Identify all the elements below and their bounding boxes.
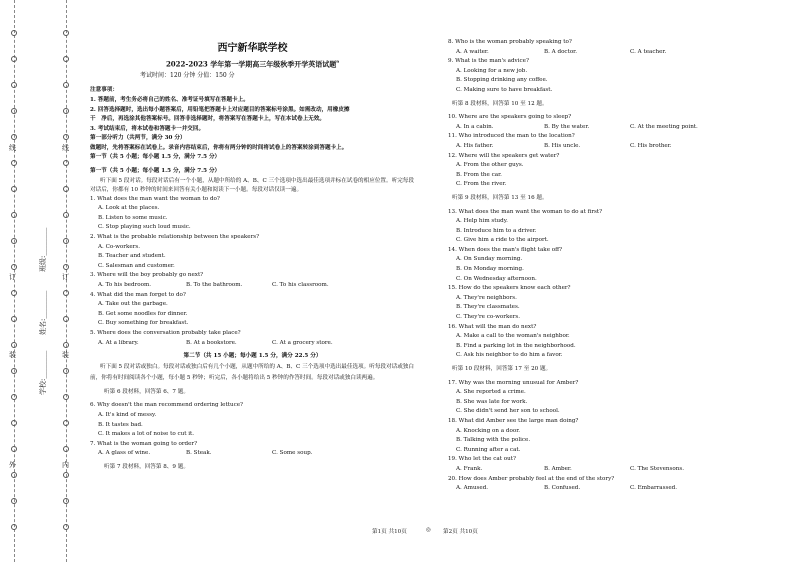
- name-blank[interactable]: ________: [39, 290, 47, 319]
- listen-7: 听第 7 段材料，回答第 8、9 题。: [104, 463, 189, 470]
- answer-option[interactable]: A. She reported a crime.: [456, 389, 526, 396]
- binding-circle: [11, 472, 17, 478]
- note-3: 3. 考试结束后，将本试卷和答题卡一并交回。: [90, 125, 205, 132]
- question-stem: 9. What is the man's advice?: [448, 58, 529, 65]
- binding-circle: [63, 108, 69, 114]
- binding-circle: [63, 394, 69, 400]
- binding-circle: [11, 108, 17, 114]
- cut-label-inner: 内: [62, 461, 69, 469]
- answer-option[interactable]: B. Steak.: [186, 450, 212, 457]
- note-2-cont: 干 净后，再选涂其他答案标号。回答非选择题时，将答案写在答题卡上，写在本试卷上无效。: [90, 116, 325, 123]
- answer-option[interactable]: A. His father.: [456, 142, 494, 149]
- answer-option[interactable]: C. At the meeting point.: [630, 123, 698, 130]
- binding-circle: [11, 134, 17, 140]
- answer-option[interactable]: B. Teacher and student.: [98, 253, 166, 260]
- binding-circle: [11, 238, 17, 244]
- option-row: [90, 339, 415, 349]
- left-page: [90, 38, 415, 473]
- class-label: 班级:: [39, 255, 47, 272]
- question-stem: 16. What will the man do next?: [448, 323, 537, 330]
- binding-circle: [63, 160, 69, 166]
- binding-circle: [11, 524, 17, 530]
- binding-circle: [63, 264, 69, 270]
- question-stem: 14. When does the man's flight take off?: [448, 246, 563, 253]
- answer-option[interactable]: A. Co-workers.: [98, 243, 140, 250]
- binding-circle: [63, 524, 69, 530]
- answer-option[interactable]: C. It makes a lot of noise to cut it.: [98, 431, 195, 438]
- school-label: 学校:: [39, 378, 47, 395]
- answer-option[interactable]: B. Find a parking lot in the neighborhood.: [456, 342, 576, 349]
- cut-label-order-inner: 订: [62, 273, 69, 281]
- answer-option[interactable]: C. Give him a ride to the airport.: [456, 237, 549, 244]
- school-name: 西宁新华联学校: [217, 43, 288, 54]
- answer-option[interactable]: C. She didn't send her son to school.: [456, 408, 560, 415]
- answer-option[interactable]: B. By the water.: [544, 123, 590, 130]
- question-stem: 8. Who is the woman probably speaking to?: [448, 39, 572, 45]
- question-stem: 10. Where are the speakers going to sleep?: [448, 114, 572, 121]
- answer-option[interactable]: B. Amber.: [544, 465, 572, 472]
- exam-title-sup: 9: [336, 59, 340, 64]
- binding-circle: [63, 342, 69, 348]
- answer-option[interactable]: C. From the river.: [456, 181, 507, 188]
- binding-circle: [11, 160, 17, 166]
- answer-option[interactable]: C. Running after a cat.: [456, 446, 521, 453]
- answer-option[interactable]: A. On Sunday morning.: [456, 256, 523, 263]
- time-line: 考试时间：120 分钟 分值：150 分: [140, 72, 235, 80]
- answer-option[interactable]: C. Making sure to have breakfast.: [456, 86, 553, 93]
- cut-label-bind-inner: 装: [62, 351, 69, 359]
- cut-label-line-inner: 线: [62, 144, 69, 152]
- questions-6-7: [90, 401, 415, 459]
- answer-option[interactable]: C. Embarrassed.: [630, 485, 678, 492]
- answer-option[interactable]: B. Listen to some music.: [98, 214, 168, 221]
- question-stem: 20. How does Amber probably feel at the end of the story?: [448, 475, 615, 482]
- binding-circle: [63, 82, 69, 88]
- answer-option[interactable]: A. At a library.: [98, 339, 139, 346]
- answer-option[interactable]: A. Help him study.: [456, 218, 508, 225]
- part1-heading: 第一部分听力（共两节，满分 30 分）: [90, 135, 186, 142]
- answer-option[interactable]: B. Introduce him to a driver.: [456, 227, 537, 234]
- answer-option[interactable]: B. At a bookstore.: [186, 339, 237, 346]
- binding-circle: [11, 394, 17, 400]
- binding-circle: [63, 212, 69, 218]
- question-stem: 15. How do the speakers know each other?: [448, 285, 571, 292]
- sec2-heading: 第二节（共 15 小题；每小题 1.5 分，满分 22.5 分）: [183, 353, 322, 360]
- answer-option[interactable]: C. Ask his neighbor to do him a favor.: [456, 352, 563, 359]
- exam-title-text: 2022-2023 学年第一学期高三年级秋季开学英语试题: [165, 59, 337, 69]
- binding-circle: [11, 56, 17, 62]
- name-field: [38, 291, 48, 335]
- questions-17-20: [448, 379, 778, 494]
- binding-circle: [63, 56, 69, 62]
- answer-option[interactable]: C. The Stevensons.: [630, 465, 685, 472]
- option-row: [448, 484, 778, 494]
- binding-circle: [63, 134, 69, 140]
- question-stem: 1. What does the man want the woman to do?: [90, 195, 220, 202]
- answer-option[interactable]: B. From the car.: [456, 171, 502, 178]
- binding-circle: [11, 368, 17, 374]
- sec1-instructions: 听下面 5 段对话。每段对话后有一个小题，从题中所给的 A、B、C 三个选项中选出最佳选项并标在试卷的相应位置。听完每段对话后，你都有 10 秒钟的时间来回答有关小题和阅读下一小题。每段对话仅读一遍。: [90, 177, 414, 193]
- part1-intro: 做题时，先将答案标在试卷上。录音内容结束后，你将有两分钟的时间将试卷上的答案转涂到答题卡上。: [90, 144, 348, 151]
- question-stem: 3. Where will the boy probably go next?: [90, 272, 204, 279]
- answer-option[interactable]: A. Take out the garbage.: [98, 301, 168, 308]
- answer-option[interactable]: A. To his bedroom.: [98, 282, 152, 289]
- question-stem: 2. What is the probable relationship between the speakers?: [90, 234, 260, 241]
- note-1: 1. 答题前，考生务必将自己的姓名、准考证号填写在答题卡上。: [90, 96, 249, 103]
- cut-label-order: 订: [9, 273, 16, 281]
- answer-option[interactable]: B. A doctor.: [544, 48, 578, 55]
- listen-6: 听第 6 段材料，回答第 6、7 题。: [104, 388, 189, 395]
- footer-page-right: 第2页 共10页: [443, 529, 478, 535]
- questions-10-12: [448, 113, 778, 190]
- answer-option[interactable]: A. Looking for a new job.: [456, 67, 528, 74]
- question-stem: 11. Who introduced the man to the location?: [448, 133, 575, 140]
- answer-option[interactable]: A. A glass of wine.: [98, 450, 151, 457]
- binding-circle: [63, 290, 69, 296]
- note-2: 2. 回答选择题时，选出每小题答案后，用铅笔把答题卡上对应题目的答案标号涂黑。如需改动，用橡皮擦: [90, 106, 350, 113]
- answer-option[interactable]: C. A teacher.: [630, 48, 667, 55]
- answer-option[interactable]: C. They're co-workers.: [456, 314, 520, 321]
- answer-option[interactable]: B. It tastes bad.: [98, 421, 143, 428]
- listen-10: 听第 10 段材料，回答第 17 至 20 题。: [452, 366, 552, 372]
- question-stem: 18. What did Amber see the large man doing?: [448, 417, 579, 424]
- binding-circle: [11, 342, 17, 348]
- answer-option[interactable]: C. At a grocery store.: [272, 339, 333, 346]
- binding-circle: [11, 290, 17, 296]
- answer-option[interactable]: A. Frank.: [456, 465, 483, 472]
- binding-circle: [63, 368, 69, 374]
- school-field: [38, 351, 48, 395]
- binding-circle: [63, 186, 69, 192]
- binding-circle: [11, 82, 17, 88]
- binding-circle: [11, 212, 17, 218]
- binding-circle: [11, 30, 17, 36]
- binding-circle: [63, 472, 69, 478]
- sec2-instructions: 听下面 5 段对话或独白。每段对话或独白后有几个小题，从题中所给的 A、B、C 三个选项中选出最佳选项。听每段对话或独白前，你将有时间阅读各个小题，每小题 5 秒钟；听完后，各小题将给出 5 秒钟的作答时间。每段对话或独白读两遍。: [90, 363, 414, 381]
- answer-option[interactable]: B. To the bathroom.: [186, 282, 243, 289]
- option-row: [448, 142, 778, 152]
- answer-option[interactable]: B. On Monday morning.: [456, 266, 524, 273]
- binding-margin: [0, 0, 80, 562]
- answer-option[interactable]: C. To his classroom.: [272, 282, 329, 289]
- class-blank[interactable]: ________: [39, 227, 47, 256]
- binding-circle: [11, 316, 17, 322]
- answer-option[interactable]: C. Stop playing such loud music.: [98, 224, 191, 231]
- answer-option[interactable]: B. Confused.: [544, 485, 581, 492]
- option-row: [448, 465, 778, 475]
- answer-option[interactable]: B. She was late for work.: [456, 398, 528, 405]
- binding-circle: [63, 420, 69, 426]
- answer-option[interactable]: C. Buy something for breakfast.: [98, 320, 189, 327]
- option-row: [90, 449, 415, 459]
- answer-option[interactable]: B. Get some noodles for dinner.: [98, 310, 188, 317]
- question-stem: 13. What does the man want the woman to do at first?: [448, 208, 603, 215]
- cut-label-bind: 装: [9, 351, 16, 359]
- answer-option[interactable]: A. Make a call to the woman's neighbor.: [456, 333, 570, 340]
- footer-page-left: 第1页 共10页: [372, 529, 407, 535]
- answer-option[interactable]: C. On Wednesday afternoon.: [456, 275, 537, 282]
- binding-circle: [11, 420, 17, 426]
- question-stem: 12. Where will the speakers get water?: [448, 152, 560, 159]
- answer-option[interactable]: B. Talking with the police.: [456, 437, 531, 444]
- cut-label-line: 线: [9, 144, 16, 152]
- question-stem: 7. What is the woman going to order?: [90, 440, 198, 447]
- right-page: [448, 38, 778, 494]
- answer-option[interactable]: A. They're neighbors.: [456, 294, 517, 301]
- binding-circle: [63, 238, 69, 244]
- name-label: 姓名:: [39, 318, 47, 335]
- class-field: [38, 228, 48, 272]
- binding-circle: [11, 186, 17, 192]
- answer-option[interactable]: A. A waiter.: [456, 48, 489, 55]
- listen-9: 听第 9 段材料，回答第 13 至 16 题。: [452, 194, 548, 201]
- answer-option[interactable]: B. They're classmates.: [456, 304, 520, 311]
- school-blank[interactable]: ________: [39, 350, 47, 379]
- binding-circle: [11, 264, 17, 270]
- sec1-heading: 第一节（共 5 小题；每小题 1.5 分，满分 7.5 分）: [90, 154, 221, 161]
- answer-option[interactable]: B. His uncle.: [544, 142, 581, 149]
- answer-option[interactable]: A. Look at the places.: [98, 205, 160, 212]
- answer-option[interactable]: A. Knocking on a door.: [456, 427, 521, 434]
- answer-option[interactable]: B. Stopping drinking any coffee.: [456, 77, 548, 84]
- binding-circle: [11, 498, 17, 504]
- answer-option[interactable]: A. From the other guys.: [456, 162, 524, 169]
- footer-separator: ◎: [426, 527, 431, 533]
- answer-option[interactable]: C. His brother.: [630, 142, 672, 149]
- binding-circle: [63, 446, 69, 452]
- option-row: [448, 48, 778, 58]
- answer-option[interactable]: A. Amused.: [456, 485, 489, 492]
- sec1-subheading: 第一节（共 5 小题；每小题 1.5 分，满分 7.5 分）: [90, 168, 221, 175]
- question-stem: 17. Why was the morning unusual for Amber?: [448, 379, 579, 386]
- option-row: [448, 123, 778, 133]
- binding-circle: [63, 498, 69, 504]
- option-row: [90, 281, 415, 291]
- answer-option[interactable]: A. It's kind of messy.: [98, 411, 157, 418]
- answer-option[interactable]: C. Some soup.: [272, 450, 313, 457]
- binding-circle: [63, 316, 69, 322]
- question-stem: 5. Where does the conversation probably take place?: [90, 329, 241, 336]
- binding-circle: [11, 446, 17, 452]
- cut-label-outer: 外: [9, 461, 16, 469]
- questions-13-16: [448, 208, 778, 362]
- exam-title: [90, 56, 415, 70]
- questions-1-5: [90, 195, 415, 349]
- question-stem: 6. Why doesn't the man recommend ordering lettuce?: [90, 402, 244, 409]
- listen-8: 听第 8 段材料，回答第 10 至 12 题。: [452, 100, 548, 107]
- notes-label: 注意事项：: [90, 87, 118, 94]
- question-stem: 4. What did the man forget to do?: [90, 291, 186, 298]
- answer-option[interactable]: C. Salesman and customer.: [98, 262, 175, 269]
- answer-option[interactable]: A. In a cabin.: [456, 123, 494, 130]
- question-stem: 19. Who let the cat out?: [448, 456, 516, 463]
- questions-8-9: [448, 38, 778, 96]
- binding-circle: [63, 30, 69, 36]
